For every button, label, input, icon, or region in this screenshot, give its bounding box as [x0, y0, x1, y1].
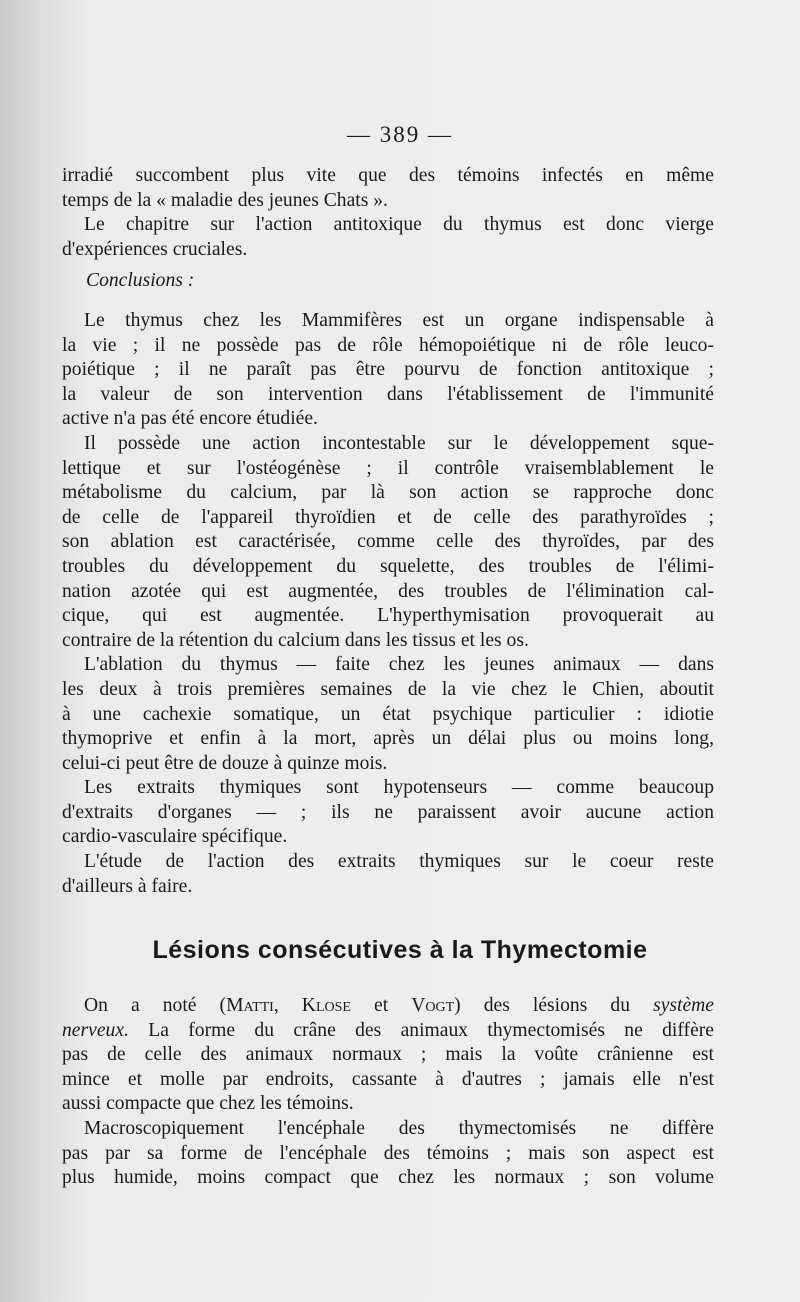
text-line: Macroscopiquement l'encéphale des thymectomisés ne diffère [84, 1117, 714, 1139]
section-heading: Lésions consécutives à la Thymectomie [152, 936, 648, 964]
paragraph-block-intro [62, 164, 714, 262]
text-line: d'extraits d'organes — ; ils ne paraissent avoir aucune action [62, 801, 714, 823]
text-line: la vie ; il ne possède pas de rôle hémopoiétique ni de rôle leuco- [62, 334, 714, 356]
text-line: thymoprive et enfin à la mort, après un délai plus ou moins long, [62, 728, 714, 750]
text-line: troubles du développement du squelette, des troubles de l'élimi- [62, 555, 714, 577]
text-line: son ablation est caractérisée, comme celle des thyroïdes, par des [62, 531, 714, 553]
text-line: nation azotée qui est augmentée, des troubles de l'élimination cal- [62, 580, 714, 602]
page-number: — 389 — [347, 122, 453, 147]
text-line: métabolisme du calcium, par là son action se rapproche donc [62, 482, 714, 504]
text-line: plus humide, moins compact que chez les normaux ; son volume [62, 1167, 714, 1189]
text-line: contraire de la rétention du calcium dans les tissus et les os. [62, 629, 529, 651]
text-line: Les extraits thymiques sont hypotenseurs — comme beaucoup [84, 777, 714, 799]
conclusions-label: Conclusions : [86, 270, 195, 291]
text-line: de celle de l'appareil thyroïdien et de celle des parathyroïdes ; [62, 506, 714, 528]
text-line: Le chapitre sur l'action antitoxique du thymus est donc vierge [84, 214, 714, 236]
text-line: irradié succombent plus vite que des témoins infectés en même [62, 165, 714, 186]
text-line: cardio-vasculaire spécifique. [62, 826, 288, 848]
text-line: à une cachexie somatique, un état psychique particulier : idiotie [62, 703, 714, 725]
text-line: temps de la « maladie des jeunes Chats ». [62, 189, 388, 211]
author-names: Matti, Klose [226, 995, 351, 1016]
author-name: Vogt [411, 995, 455, 1016]
text-line: celui-ci peut être de douze à quinze mois. [62, 752, 388, 774]
paragraph-block-lesions [62, 994, 714, 1191]
text-line: pas de celle des animaux normaux ; mais la voûte crânienne est [62, 1044, 714, 1066]
paragraph-block-conclusions [62, 309, 714, 899]
text-line: Il possède une action incontestable sur le développement sque- [84, 432, 714, 454]
text-line: L'ablation du thymus — faite chez les jeunes animaux — dans [84, 654, 714, 676]
text-line: L'étude de l'action des extraits thymiques sur le coeur reste [84, 851, 714, 873]
text-line: d'ailleurs à faire. [62, 875, 193, 897]
text-line: aussi compacte que chez les témoins. [62, 1093, 354, 1115]
text-line: cique, qui est augmentée. L'hyperthymisation provoquerait au [62, 605, 714, 627]
text-line: la valeur de son intervention dans l'établissement de l'immunité [62, 383, 714, 405]
text-line: Le thymus chez les Mammifères est un organe indispensable à [84, 310, 714, 331]
text-line: les deux à trois premières semaines de la vie chez le Chien, aboutit [62, 678, 714, 700]
text-line: lettique et sur l'ostéogénèse ; il contrôle vraisemblablement le [62, 457, 714, 479]
text-line: pas par sa forme de l'encéphale des témoins ; mais son aspect est [62, 1142, 714, 1164]
text-line: active n'a pas été encore étudiée. [62, 408, 318, 430]
text-line: poiétique ; il ne paraît pas être pourvu de fonction antitoxique ; [62, 359, 714, 381]
text-line: On a noté (Matti, Klose et Vogt) des lésions du système [84, 995, 714, 1016]
text-line: d'expériences cruciales. [62, 238, 248, 260]
text-line: nerveux. La forme du crâne des animaux thymectomisés ne diffère [62, 1019, 714, 1041]
text-line: mince et molle par endroits, cassante à d'autres ; jamais elle n'est [62, 1068, 714, 1090]
